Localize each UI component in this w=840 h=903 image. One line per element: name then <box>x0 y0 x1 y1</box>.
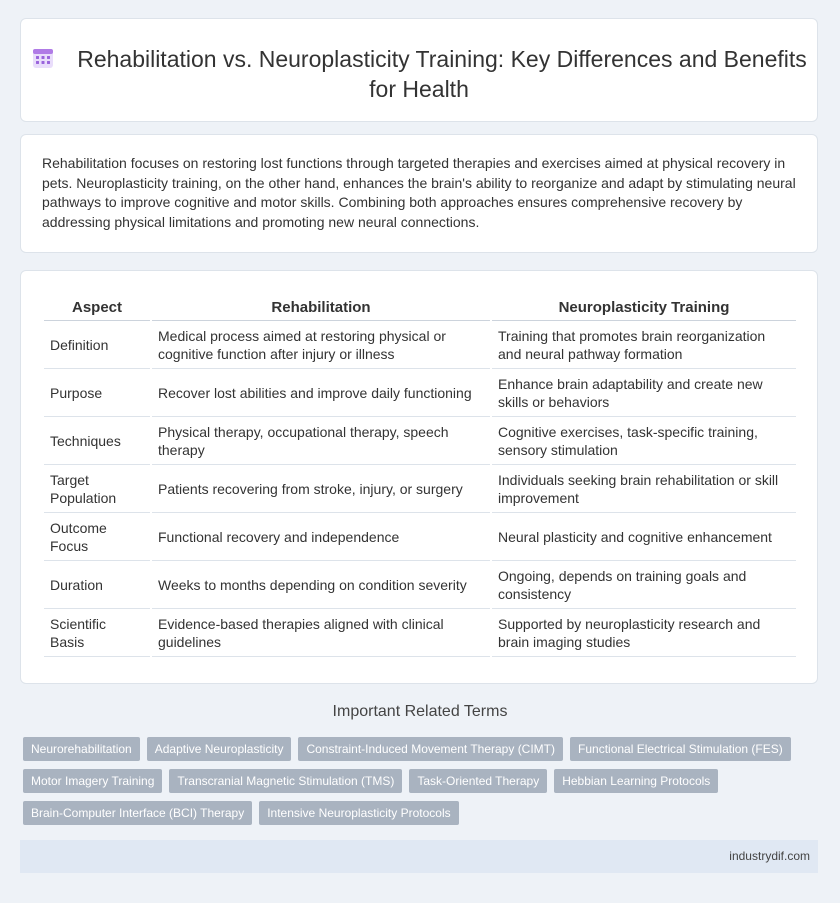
related-term-tag[interactable]: Functional Electrical Stimulation (FES) <box>570 737 791 761</box>
related-term-tag[interactable]: Brain-Computer Interface (BCI) Therapy <box>23 801 252 825</box>
neuroplasticity-cell: Enhance brain adaptability and create new skills or behaviors <box>492 369 796 417</box>
header-card <box>20 18 818 122</box>
table-header-row <box>44 294 796 321</box>
related-term-tag[interactable]: Intensive Neuroplasticity Protocols <box>259 801 458 825</box>
header-neuroplasticity: Neuroplasticity Training <box>492 294 796 321</box>
page-title-wrap <box>21 44 817 104</box>
rehabilitation-cell: Patients recovering from stroke, injury, or surgery <box>152 465 490 513</box>
rehabilitation-cell: Physical therapy, occupational therapy, speech therapy <box>152 417 490 465</box>
neuroplasticity-cell: Cognitive exercises, task-specific training, sensory stimulation <box>492 417 796 465</box>
aspect-cell: Definition <box>44 321 150 369</box>
aspect-cell: Techniques <box>44 417 150 465</box>
rehabilitation-cell: Weeks to months depending on condition severity <box>152 561 490 609</box>
related-terms-title: Important Related Terms <box>332 703 508 720</box>
intro-paragraph: Rehabilitation focuses on restoring lost functions through targeted therapies and exercises aimed at physical recovery in pets. Neuroplasticity training, on the other hand, enhances the brain's ability to reorganize and adapt by stimulating neural pathways to improve cognitive and motor skills. Combining both approaches ensures comprehensive recovery by addressing physical limitations and promoting new neural connections. <box>42 155 796 230</box>
footer-bar <box>20 840 818 873</box>
table-row <box>44 465 796 513</box>
rehabilitation-cell: Evidence-based therapies aligned with clinical guidelines <box>152 609 490 657</box>
related-term-tag[interactable]: Task-Oriented Therapy <box>409 769 547 793</box>
page-title: Rehabilitation vs. Neuroplasticity Training: Key Differences and Benefits for Health <box>77 46 807 102</box>
comparison-card <box>20 270 818 684</box>
header-rehabilitation: Rehabilitation <box>152 294 490 321</box>
related-term-tag[interactable]: Neurorehabilitation <box>23 737 140 761</box>
aspect-cell: Purpose <box>44 369 150 417</box>
aspect-cell: Duration <box>44 561 150 609</box>
aspect-cell: Scientific Basis <box>44 609 150 657</box>
rehabilitation-cell: Medical process aimed at restoring physical or cognitive function after injury or illness <box>152 321 490 369</box>
calendar-grid-icon <box>31 46 55 70</box>
related-terms-list <box>23 737 813 825</box>
table-row <box>44 321 796 369</box>
table-row <box>44 609 796 657</box>
intro-card <box>20 134 818 253</box>
aspect-cell: Outcome Focus <box>44 513 150 561</box>
table-row <box>44 513 796 561</box>
neuroplasticity-cell: Neural plasticity and cognitive enhancement <box>492 513 796 561</box>
neuroplasticity-cell: Individuals seeking brain rehabilitation or skill improvement <box>492 465 796 513</box>
neuroplasticity-cell: Training that promotes brain reorganization and neural pathway formation <box>492 321 796 369</box>
related-term-tag[interactable]: Transcranial Magnetic Stimulation (TMS) <box>169 769 402 793</box>
related-term-tag[interactable]: Hebbian Learning Protocols <box>554 769 718 793</box>
related-term-tag[interactable]: Adaptive Neuroplasticity <box>147 737 292 761</box>
comparison-table <box>42 294 798 657</box>
related-term-tag[interactable]: Constraint-Induced Movement Therapy (CIMT) <box>298 737 563 761</box>
rehabilitation-cell: Functional recovery and independence <box>152 513 490 561</box>
related-term-tag[interactable]: Motor Imagery Training <box>23 769 162 793</box>
neuroplasticity-cell: Supported by neuroplasticity research and brain imaging studies <box>492 609 796 657</box>
footer-site-link[interactable]: industrydif.com <box>729 849 810 863</box>
rehabilitation-cell: Recover lost abilities and improve daily functioning <box>152 369 490 417</box>
table-row <box>44 369 796 417</box>
aspect-cell: Target Population <box>44 465 150 513</box>
table-row <box>44 417 796 465</box>
table-row <box>44 561 796 609</box>
header-aspect: Aspect <box>44 294 150 321</box>
neuroplasticity-cell: Ongoing, depends on training goals and consistency <box>492 561 796 609</box>
